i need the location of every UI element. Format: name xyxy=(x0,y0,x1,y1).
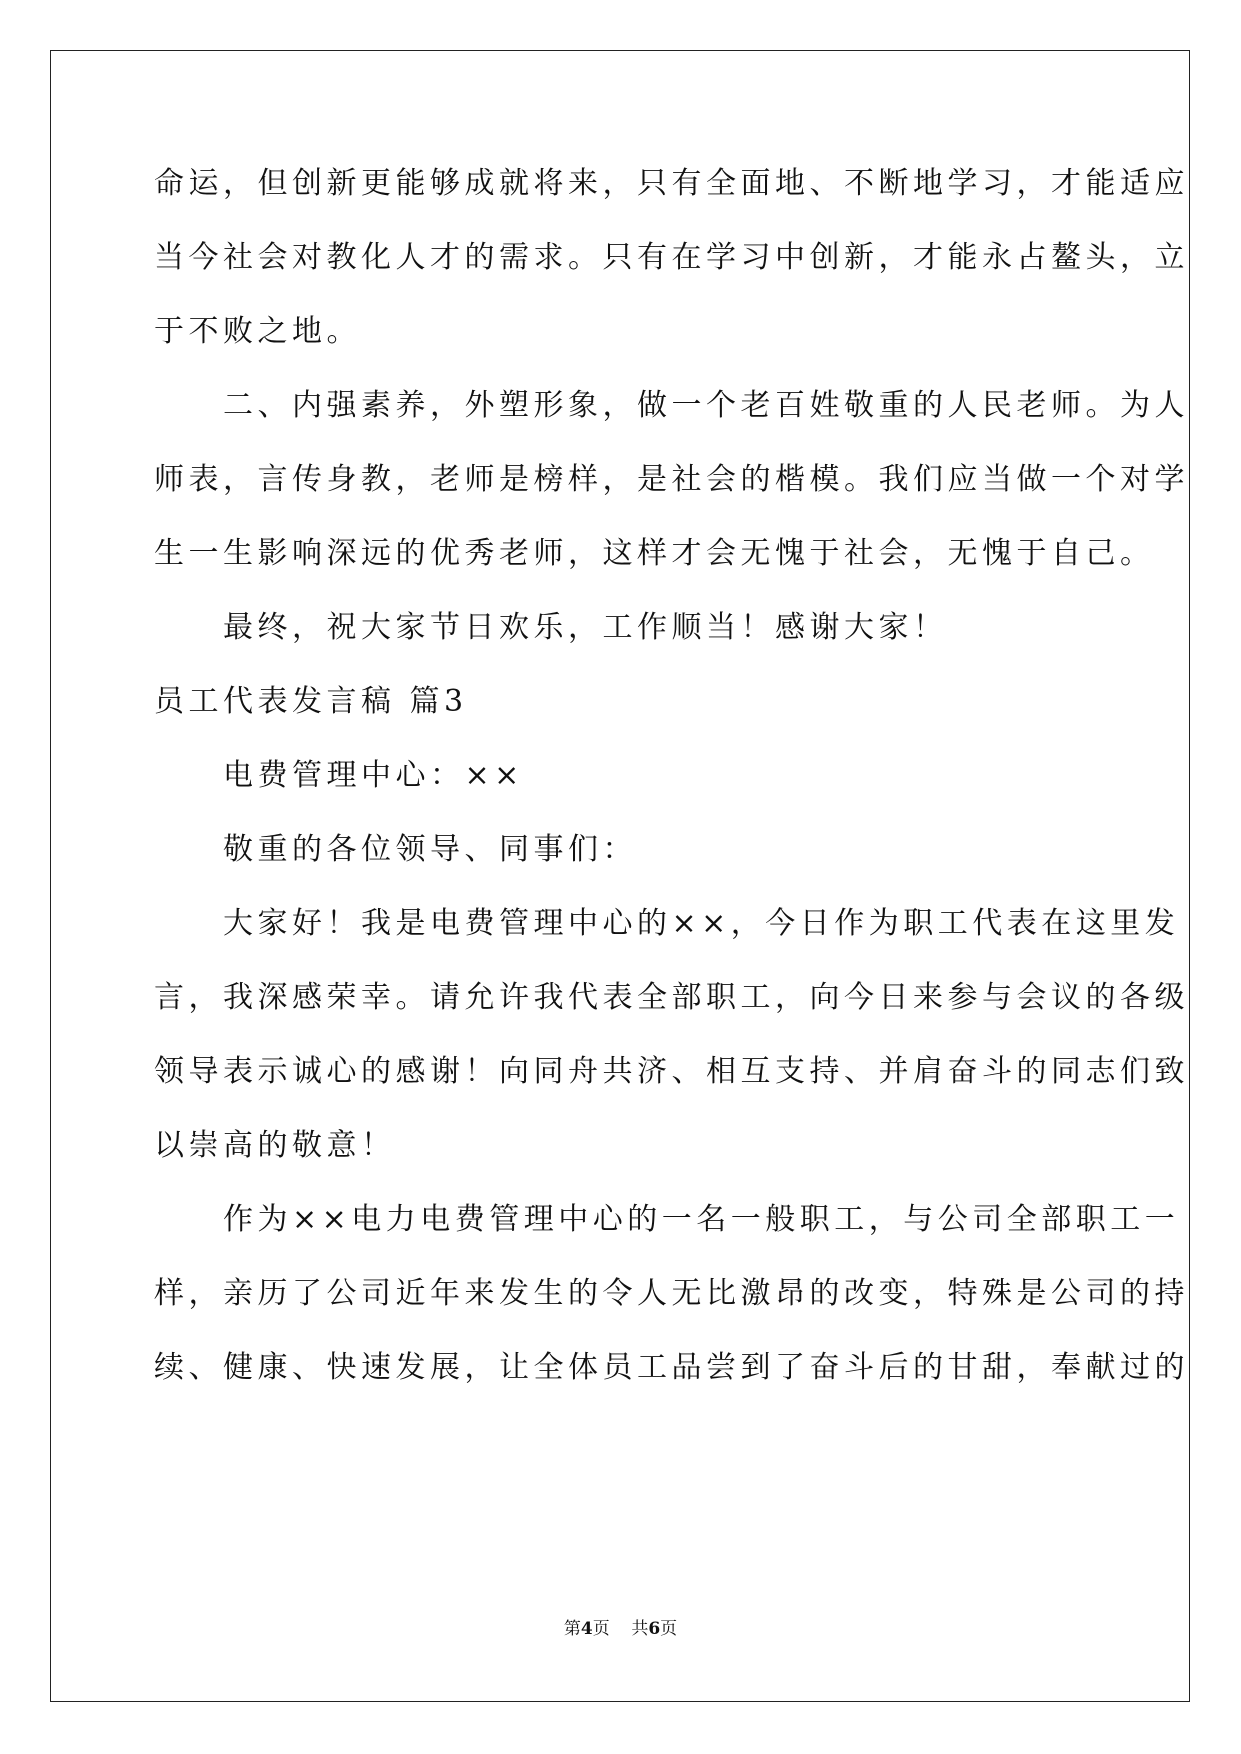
text-line: 续、健康、快速发展，让全体员工品尝到了奋斗后的甘甜，奉献过的 xyxy=(154,1350,1189,1385)
text-line: 命运，但创新更能够成就将来，只有全面地、不断地学习，才能适应 xyxy=(154,166,1189,201)
page-number: 4 xyxy=(580,1619,593,1639)
text-line: 言，我深感荣幸。请允许我代表全部职工，向今日来参与会议的各级 xyxy=(154,980,1189,1015)
text-line: 二、内强素养，外塑形象，做一个老百姓敬重的人民老师。为人 xyxy=(154,388,1189,423)
text-line: 当今社会对教化人才的需求。只有在学习中创新，才能永占鳌头，立 xyxy=(154,240,1189,275)
page-prefix: 第 xyxy=(563,1619,581,1639)
text-line: 电费管理中心：×× xyxy=(154,758,524,793)
total-pages: 6 xyxy=(648,1619,661,1639)
text-line: 最终，祝大家节日欢乐，工作顺当！感谢大家！ xyxy=(154,610,948,645)
text-line: 生一生影响深远的优秀老师，这样才会无愧于社会，无愧于自己。 xyxy=(154,536,1155,571)
section-heading: 员工代表发言稿 篇3 xyxy=(154,684,468,719)
text-line: 领导表示诚心的感谢！向同舟共济、相互支持、并肩奋斗的同志们致 xyxy=(154,1054,1189,1089)
page-suffix: 页 xyxy=(592,1619,610,1639)
text-line: 大家好！我是电费管理中心的××，今日作为职工代表在这里发 xyxy=(154,906,1180,941)
text-line: 作为××电力电费管理中心的一名一般职工，与公司全部职工一 xyxy=(154,1202,1180,1237)
text-line: 敬重的各位领导、同事们： xyxy=(154,832,637,867)
text-line: 师表，言传身教，老师是榜样，是社会的楷模。我们应当做一个对学 xyxy=(154,462,1189,497)
page-frame xyxy=(50,50,1190,1702)
total-suffix: 页 xyxy=(660,1619,678,1639)
page-footer xyxy=(0,1619,1241,1639)
text-line: 于不败之地。 xyxy=(154,314,361,349)
total-prefix: 共 xyxy=(631,1619,649,1639)
text-line: 样，亲历了公司近年来发生的令人无比激昂的改变，特殊是公司的持 xyxy=(154,1276,1189,1311)
text-line: 以崇高的敬意！ xyxy=(154,1128,396,1163)
